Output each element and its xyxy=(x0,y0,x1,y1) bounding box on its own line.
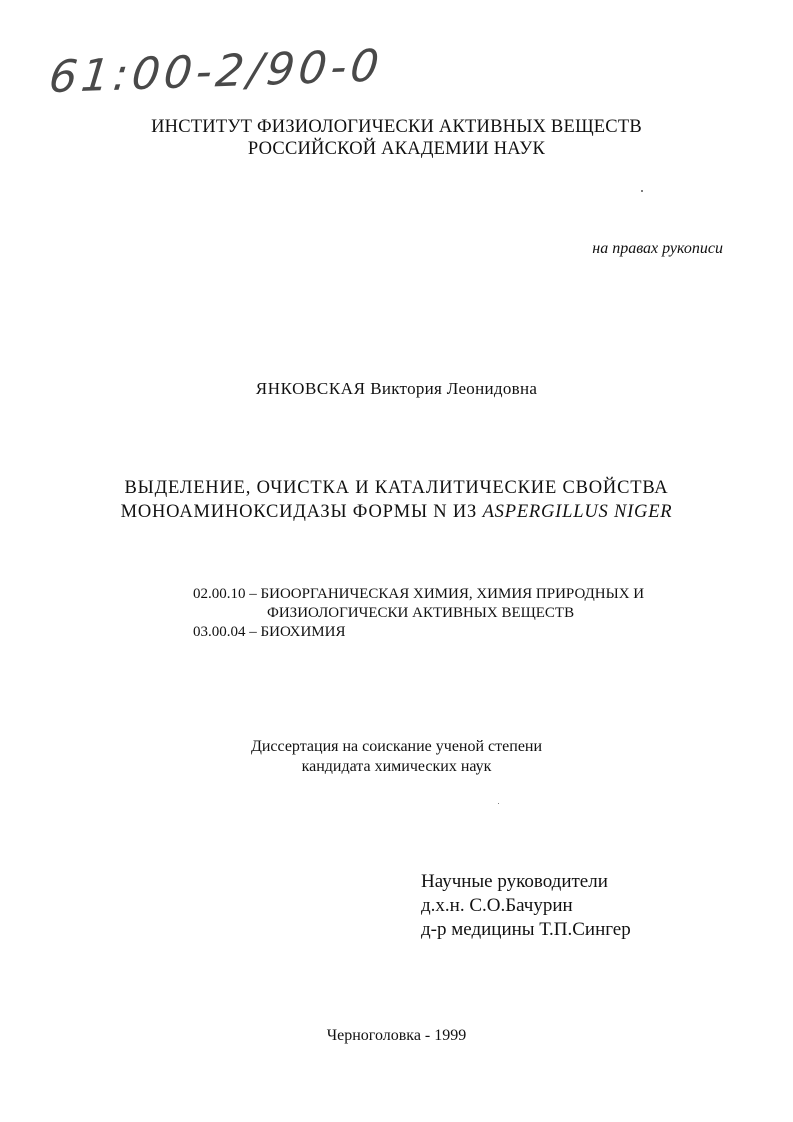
institute-name-line-2: РОССИЙСКОЙ АКАДЕМИИ НАУК xyxy=(247,139,546,159)
supervisors-heading: Научные руководители xyxy=(421,871,608,892)
scan-speck xyxy=(498,803,499,804)
author-surname: ЯНКОВСКАЯ xyxy=(255,379,366,398)
institute-name-line-1: ИНСТИТУТ ФИЗИОЛОГИЧЕСКИ АКТИВНЫХ ВЕЩЕСТВ xyxy=(151,117,642,137)
thesis-title-latin-species: ASPERGILLUS NIGER xyxy=(482,502,673,522)
degree-line-2: кандидата химических наук xyxy=(301,758,492,775)
specialty-1: 02.00.10 – БИООРГАНИЧЕСКАЯ ХИМИЯ, ХИМИЯ ПРИРОДНЫХ И xyxy=(193,586,645,602)
thesis-title-line-1: ВЫДЕЛЕНИЕ, ОЧИСТКА И КАТАЛИТИЧЕСКИЕ СВОЙСТВА xyxy=(124,478,669,498)
handwritten-archive-mark: 61:00-2/90-0 xyxy=(46,40,386,104)
author-name xyxy=(0,379,793,399)
author-given-names: Виктория Леонидовна xyxy=(370,379,538,398)
institute-block xyxy=(0,116,793,160)
place-and-year: Черноголовка - 1999 xyxy=(326,1027,467,1044)
thesis-title-line-2 xyxy=(0,500,793,524)
specialty-1-continuation: ФИЗИОЛОГИЧЕСКИ АКТИВНЫХ ВЕЩЕСТВ xyxy=(267,605,575,621)
thesis-title xyxy=(0,476,793,524)
supervisor-1: д.х.н. С.О.Бачурин xyxy=(421,895,573,916)
supervisors-block xyxy=(421,870,631,942)
thesis-title-line-2-prefix: МОНОАМИНОКСИДАЗЫ ФОРМЫ N ИЗ xyxy=(120,502,478,522)
degree-line-1: Диссертация на соискание ученой степени xyxy=(250,738,543,755)
supervisor-2: д-р медицины Т.П.Сингер xyxy=(421,919,631,940)
specialty-codes xyxy=(193,585,663,642)
specialty-2: 03.00.04 – БИОХИМИЯ xyxy=(193,624,346,640)
scan-speck xyxy=(641,190,643,192)
manuscript-rights-note: на правах рукописи xyxy=(592,240,723,257)
degree-statement xyxy=(0,737,793,777)
